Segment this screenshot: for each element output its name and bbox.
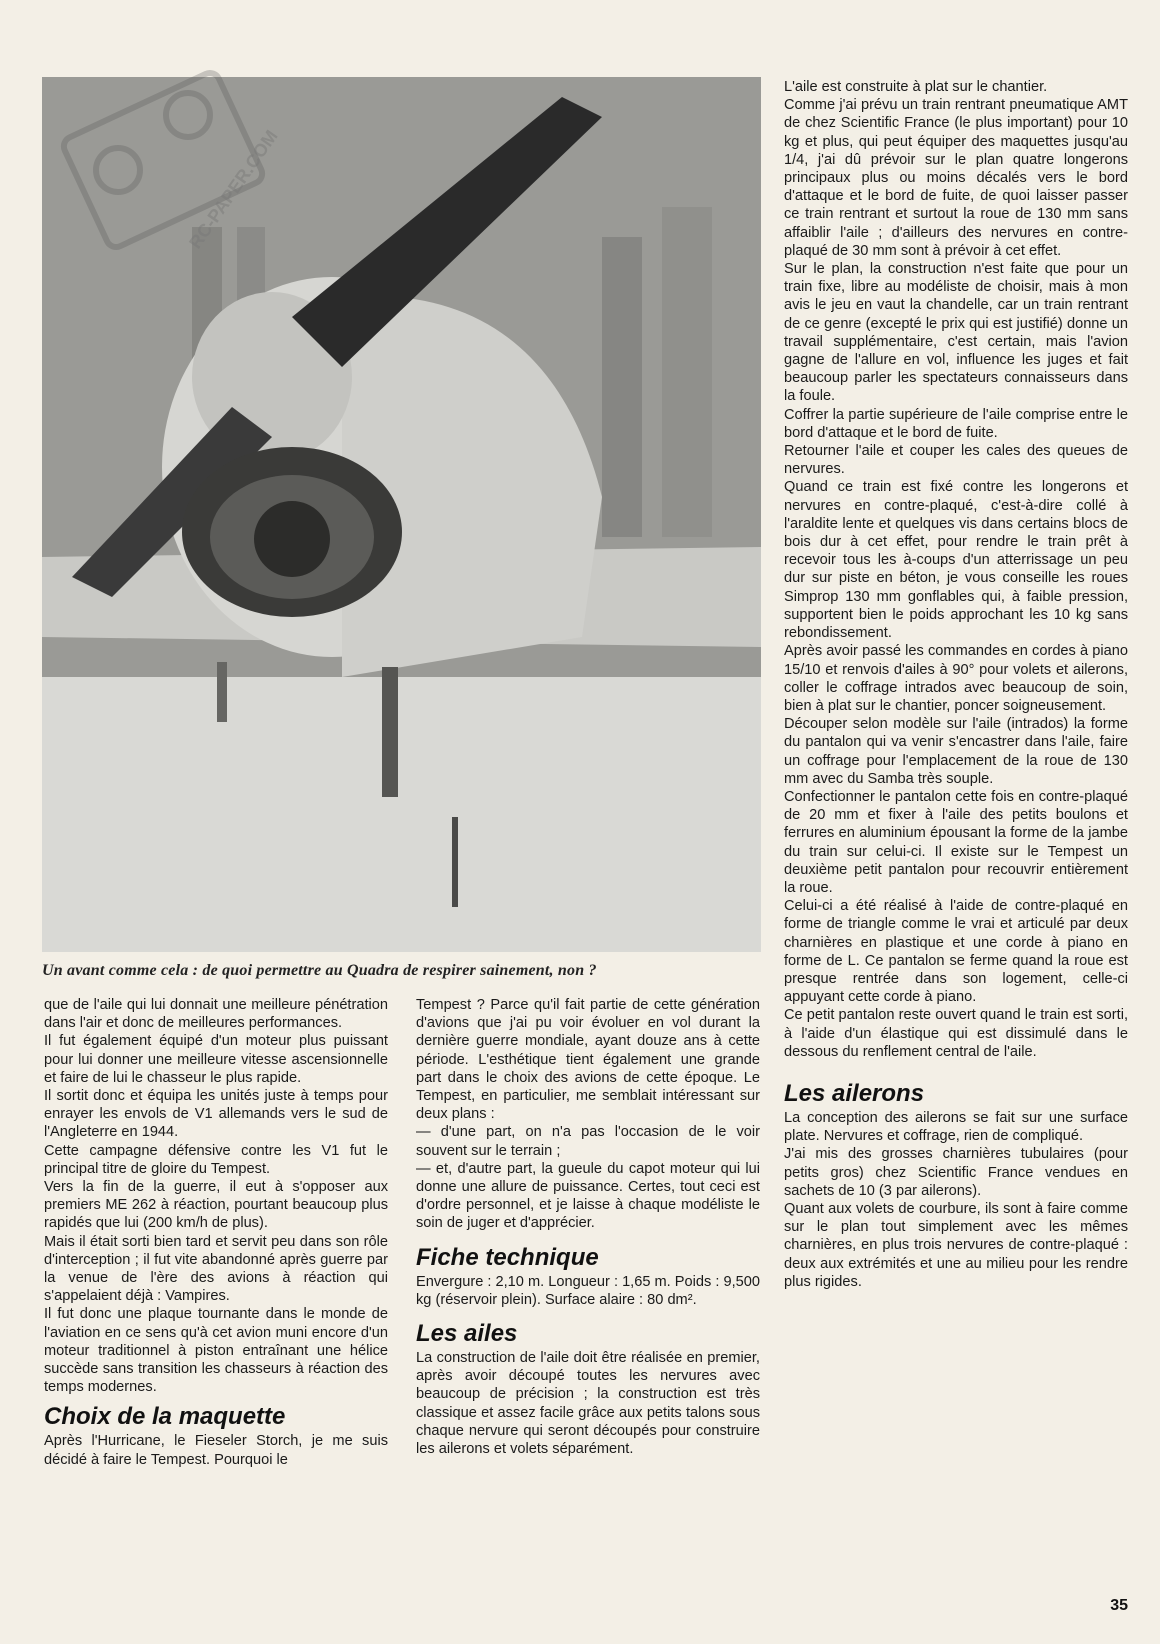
heading-les-ailerons: Les ailerons <box>784 1079 925 1107</box>
paragraph: — d'une part, on n'a pas l'occasion de le voir souvent sur le terrain ; <box>416 1124 760 1159</box>
heading-choix-maquette: Choix de la maquette <box>44 1403 286 1431</box>
paragraph: Sur le plan, la construction n'est faite que pour un train fixe, libre au modéliste de choisir, mais à mon avis le jeu en vaut la chandelle, car un train rentrant de ce genre (excepté le prix qui est justifié) donne un travail supplémentaire, c'est certain, mais l'avion gagne de l'allure en vol, influence les juges et fait beaucoup parler les spectateurs connaisseurs dans la foule. <box>784 261 1128 405</box>
paragraph: Vers la fin de la guerre, il eut à s'opposer aux premiers ME 262 à réaction, pourtant beaucoup plus rapidés que lui (200 km/h de plus). <box>44 1179 388 1232</box>
paragraph: L'aile est construite à plat sur le chantier. <box>784 79 1048 95</box>
paragraph: Découper selon modèle sur l'aile (intrados) la forme du pantalon qui va venir s'encastrer dans l'aile, faire un coffrage pour l'emplacement de la roue de 130 mm avec du Samba très souple. <box>784 716 1128 787</box>
paragraph: Après avoir passé les commandes en cordes à piano 15/10 et renvois d'ailes à 90° pour volets et ailerons, coller le coffrage intrados avec beaucoup de soin, bien à plat sur le chantier, poncer soigneusement. <box>784 643 1128 714</box>
paragraph: La conception des ailerons se fait sur une surface plate. Nervures et coffrage, rien de compliqué. <box>784 1109 1128 1145</box>
paragraph-ailes: La construction de l'aile doit être réalisée en premier, après avoir découpé toutes les nervures avec beaucoup de précision ; la construction est très classique et assez facile grâce aux petits talons sous chaque nervure qui seront découpés pour construire les ailerons et volets séparément. <box>416 1350 760 1458</box>
paragraph-fiche: Envergure : 2,10 m. Longueur : 1,65 m. Poids : 9,500 kg (réservoir plein). Surface alaire : 80 dm². <box>416 1273 760 1308</box>
photo-caption: Un avant comme cela : de quoi permettre au Quadra de respirer sainement, non ? <box>42 962 597 979</box>
paragraph: Celui-ci a été réalisé à l'aide de contre-plaqué en forme de triangle comme le vrai et articulé par deux charnières en plastique et une corde à piano en forme de L. Ce pantalon se ferme quand la roue est presque rentrée dans son logement, celle-ci appuyant cette corde à piano. <box>784 898 1128 1006</box>
paragraph: Quant aux volets de courbure, ils sont à faire comme sur le plan tout simplement avec les mêmes charnières, en plus trois nervures de contre-plaqué : deux aux extrémités et une au milieu pour les rendre plus rigides. <box>784 1200 1128 1290</box>
heading-fiche-technique: Fiche technique <box>416 1243 599 1271</box>
paragraph: que de l'aile qui lui donnait une meilleure pénétration dans l'air et donc de meilleures performances. <box>44 997 388 1032</box>
paragraph: Il sortit donc et équipa les unités juste à temps pour enrayer les envols de V1 allemands vers le sud de l'Angleterre en 1944. <box>44 1088 388 1141</box>
paragraph: Confectionner le pantalon cette fois en contre-plaqué de 20 mm et fixer à l'aile des petits boulons et ferrures en aluminium épousant la forme de la jambe du train sur celui-ci. Il existe sur le Tempest un deuxième petit pantalon pour recouvrir entièrement la roue. <box>784 788 1128 896</box>
watermark-text: RC-PAPER.COM <box>185 126 282 253</box>
paragraph: J'ai mis des grosses charnières tubulaires (pour petits gros) chez Scientific France vendues en sachets de 10 (3 par ailerons). <box>784 1146 1128 1199</box>
paragraph: Coffrer la partie supérieure de l'aile comprise entre le bord d'attaque et le bord de fuite. <box>784 406 1128 441</box>
paragraph: Quand ce train est fixé contre les longerons et nervures en contre-plaqué, c'est-à-dire collé à l'araldite lente et quelques vis dans certains blocs de bois dur à cet effet, pour rendre le train prêt à recevoir tous les à-coups d'un atterrissage un peu dur sur piste en béton, je vous conseille les roues Simprop 130 mm gonflables qui, à faible pression, supportent bien le poids approchant les 10 kg sans rebondissement. <box>784 479 1128 642</box>
page-number: 35 <box>1110 1597 1128 1614</box>
paragraph: Comme j'ai prévu un train rentrant pneumatique AMT de chez Scientific France (le plus important) pour 10 kg et plus, qui peut équiper des maquettes jusqu'au 1/4, j'ai dû prévoir sur le plan quatre longerons principaux plus ou moins décalés vers le bord d'attaque et le bord de fuite, de quoi laisser passer ce train rentrant et surtout la roue de 130 mm sans affaiblir l'aile ; d'ailleurs des nervures en contre-plaqué de 30 mm sont à prévoir à cet effet. <box>784 97 1128 259</box>
paragraph: Il fut donc une plaque tournante dans le monde de l'aviation en ce sens qu'à cet avion muni encore d'un moteur traditionnel à piston entraînant une hélice succède sans transition les chasseurs à réaction des temps modernes. <box>44 1306 388 1396</box>
column-3 <box>784 78 1128 1291</box>
paragraph: Il fut également équipé d'un moteur plus puissant pour lui donner une meilleure vitesse ascensionnelle et faire de lui le chasseur le plus rapide. <box>44 1033 388 1086</box>
paragraph: Mais il était sorti bien tard et servit peu dans son rôle d'interception ; il fut vite abandonné après guerre par la venue de l'ère des avions à réaction qui s'appelaient déjà : Vampires. <box>44 1233 388 1305</box>
column-1 <box>44 996 388 1469</box>
paragraph: Cette campagne défensive contre les V1 fut le principal titre de gloire du Tempest. <box>44 1142 388 1177</box>
paragraph: Retourner l'aile et couper les cales des queues de nervures. <box>784 443 1128 478</box>
paragraph: — et, d'autre part, la gueule du capot moteur qui lui donne une allure de puissance. Certes, tout ceci est d'ordre personnel, et je laisse à chaque modéliste le soin de juger et d'apprécier. <box>416 1160 760 1232</box>
paragraph: Après l'Hurricane, le Fieseler Storch, je me suis décidé à faire le Tempest. Pourquoi le <box>44 1433 388 1468</box>
rc-paper-watermark <box>58 60 288 270</box>
heading-les-ailes: Les ailes <box>416 1320 518 1348</box>
column-2 <box>416 996 760 1458</box>
paragraph: Ce petit pantalon reste ouvert quand le train est sorti, à l'aide d'un élastique qui est dissimulé dans le dessous du renflement central de l'aile. <box>784 1007 1128 1060</box>
paragraph: Tempest ? Parce qu'il fait partie de cette génération d'avions que j'ai pu voir évoluer en vol durant la dernière guerre mondiale, ayant douze ans à cette période. L'esthétique tient également une grande part dans le choix des avions de cette époque. Le Tempest, en particulier, me semblait intéressant sur deux plans : <box>416 997 760 1123</box>
